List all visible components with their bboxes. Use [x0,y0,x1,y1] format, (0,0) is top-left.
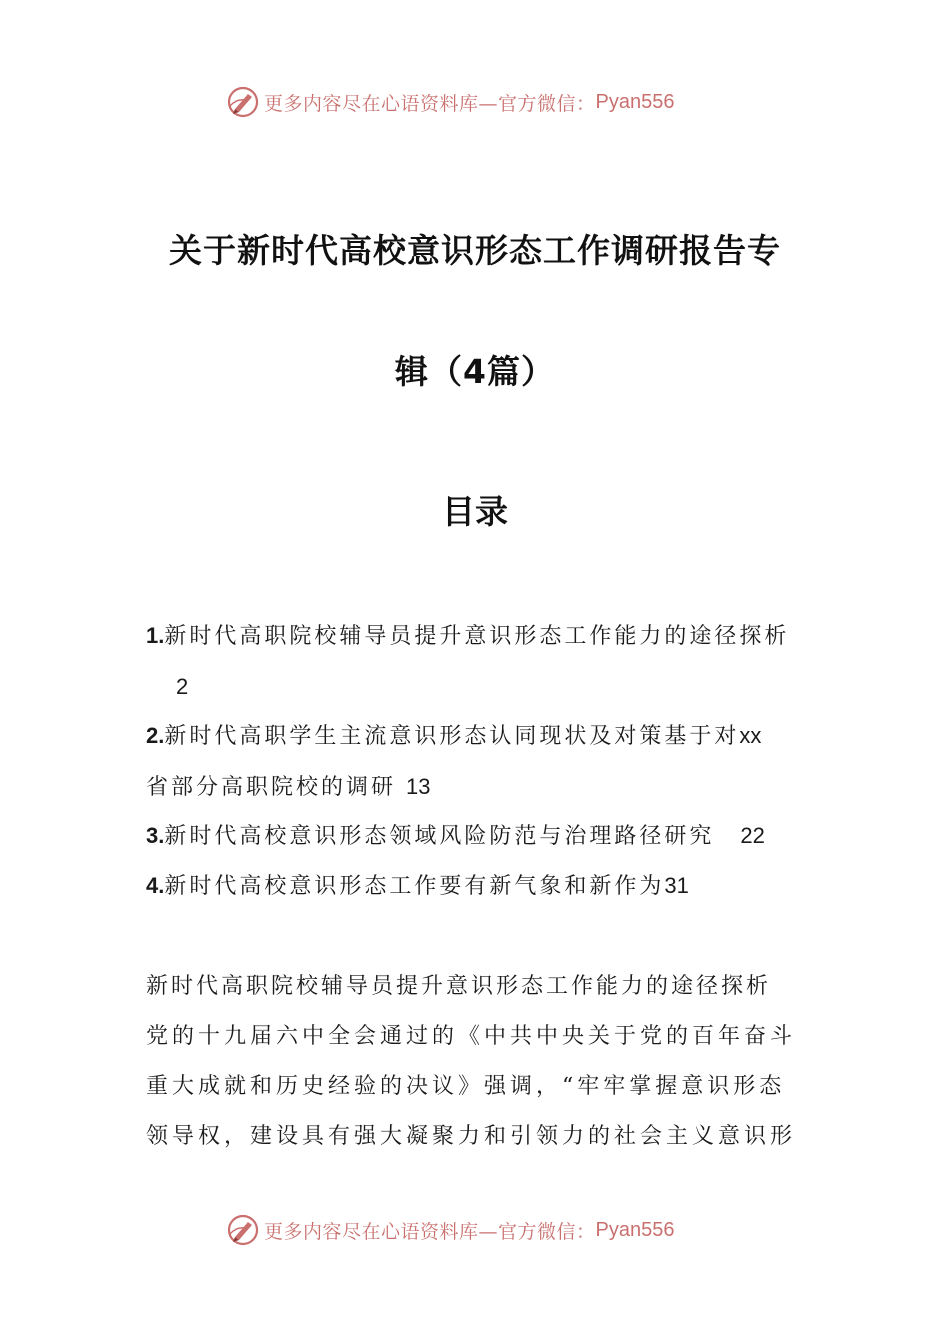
toc-item-3[interactable] [146,811,816,862]
wechat-id: Pyan556 [595,1218,675,1241]
toc-item-page: 2 [176,674,189,699]
toc-item-page: 13 [406,774,431,799]
toc-item-number: 1. [146,623,165,648]
toc-item-number: 2. [146,723,165,748]
watermark-text: 更多内容尽在心语资料库—官方微信： [264,92,596,115]
toc-item-2[interactable] [146,711,816,813]
toc-item-title: 新时代高校意识形态领域风险防范与治理路径研究 [164,824,715,849]
article-body [146,962,811,1162]
toc-item-title: 新时代高职院校辅导员提升意识形态工作能力的途径探析 [164,624,790,649]
toc-item-page: 22 [740,823,765,848]
document-title-line1: 关于新时代高校意识形态工作调研报告专 [169,231,781,270]
toc-item-title-latin: xx [739,723,762,748]
toc-item-1[interactable] [146,611,816,713]
toc-item-title: 新时代高职学生主流意识形态认同现状及对策基于对 [164,724,740,749]
pen-logo-icon [226,1213,260,1247]
footer-watermark [226,1212,674,1248]
toc-item-4[interactable] [146,861,816,912]
header-watermark [226,84,674,120]
toc-item-title-cont: 省部分高职院校的调研 [146,775,397,800]
article-heading: 新时代高职院校辅导员提升意识形态工作能力的途径探析 [146,974,772,999]
watermark-text: 更多内容尽在心语资料库—官方微信： [264,1220,596,1243]
pen-logo-icon [226,85,260,119]
document-title-line2: 辑（4篇） [395,352,555,391]
toc-item-page: 31 [664,873,689,898]
toc-heading: 目录 [442,492,508,531]
toc-item-number: 4. [146,873,165,898]
toc-item-title: 新时代高校意识形态工作要有新气象和新作为 [164,874,665,899]
wechat-id: Pyan556 [595,90,675,113]
toc-item-number: 3. [146,823,165,848]
article-paragraph: 党的十九届六中全会通过的《中共中央关于党的百年奋斗重大成就和历史经验的决议》强调，“牢牢掌握意识形态领导权，建设具有强大凝聚力和引领力的社会主义意识形 [146,1024,797,1149]
